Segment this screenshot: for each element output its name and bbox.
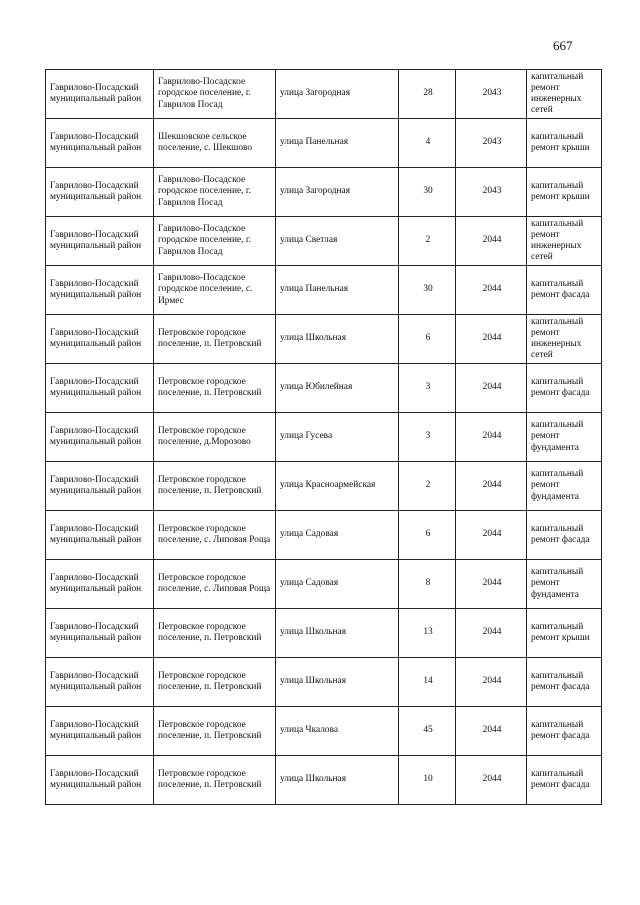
settlement-cell: Петровское городское поселение, п. Петровский [154, 364, 276, 413]
table-row [46, 364, 602, 413]
district-cell: Гаврилово-Посадский муниципальный район [46, 217, 154, 266]
house-number-cell: 6 [399, 511, 456, 560]
district-cell: Гаврилово-Посадский муниципальный район [46, 560, 154, 609]
year-cell: 2044 [456, 266, 527, 315]
house-number-cell: 4 [399, 119, 456, 168]
district-cell: Гаврилово-Посадский муниципальный район [46, 511, 154, 560]
street-cell: улица Чкалова [276, 707, 399, 756]
house-number-cell: 2 [399, 217, 456, 266]
year-cell: 2044 [456, 413, 527, 462]
house-number-cell: 6 [399, 315, 456, 364]
settlement-cell: Гаврилово-Посадское городское поселение, с. Ирмес [154, 266, 276, 315]
house-number-cell: 3 [399, 364, 456, 413]
table-row [46, 707, 602, 756]
table-row [46, 462, 602, 511]
house-number-cell: 45 [399, 707, 456, 756]
table-body [46, 70, 602, 805]
settlement-cell: Петровское городское поселение, п. Петровский [154, 707, 276, 756]
year-cell: 2043 [456, 119, 527, 168]
district-cell: Гаврилово-Посадский муниципальный район [46, 413, 154, 462]
settlement-cell: Петровское городское поселение, п. Петровский [154, 658, 276, 707]
year-cell: 2044 [456, 707, 527, 756]
settlement-cell: Петровское городское поселение, с. Липовая Роща [154, 560, 276, 609]
table-row [46, 609, 602, 658]
settlement-cell: Петровское городское поселение, п. Петровский [154, 315, 276, 364]
work-type-cell: капитальный ремонт инженерных сетей [527, 70, 602, 119]
district-cell: Гаврилово-Посадский муниципальный район [46, 707, 154, 756]
year-cell: 2043 [456, 70, 527, 119]
work-type-cell: капитальный ремонт инженерных сетей [527, 217, 602, 266]
work-type-cell: капитальный ремонт инженерных сетей [527, 315, 602, 364]
table-row [46, 511, 602, 560]
work-type-cell: капитальный ремонт крыши [527, 609, 602, 658]
year-cell: 2044 [456, 560, 527, 609]
table-row [46, 266, 602, 315]
street-cell: улица Школьная [276, 315, 399, 364]
street-cell: улица Загородная [276, 168, 399, 217]
settlement-cell: Петровское городское поселение, с. Липовая Роща [154, 511, 276, 560]
street-cell: улица Гусева [276, 413, 399, 462]
year-cell: 2044 [456, 609, 527, 658]
table-row [46, 658, 602, 707]
street-cell: улица Загородная [276, 70, 399, 119]
table-row [46, 315, 602, 364]
house-number-cell: 30 [399, 168, 456, 217]
settlement-cell: Петровское городское поселение, п. Петровский [154, 462, 276, 511]
district-cell: Гаврилово-Посадский муниципальный район [46, 315, 154, 364]
table-row [46, 168, 602, 217]
district-cell: Гаврилово-Посадский муниципальный район [46, 364, 154, 413]
settlement-cell: Петровское городское поселение, п. Петровский [154, 756, 276, 805]
work-type-cell: капитальный ремонт фасада [527, 658, 602, 707]
page-number: 667 [553, 38, 573, 53]
work-type-cell: капитальный ремонт фасада [527, 266, 602, 315]
house-number-cell: 30 [399, 266, 456, 315]
street-cell: улица Школьная [276, 756, 399, 805]
street-cell: улица Красноармейская [276, 462, 399, 511]
house-number-cell: 13 [399, 609, 456, 658]
house-number-cell: 10 [399, 756, 456, 805]
year-cell: 2044 [456, 217, 527, 266]
work-type-cell: капитальный ремонт фасада [527, 511, 602, 560]
table-row [46, 756, 602, 805]
street-cell: улица Садовая [276, 511, 399, 560]
settlement-cell: Гаврилово-Посадское городское поселение, г. Гаврилов Посад [154, 168, 276, 217]
street-cell: улица Панельная [276, 266, 399, 315]
district-cell: Гаврилово-Посадский муниципальный район [46, 266, 154, 315]
year-cell: 2044 [456, 364, 527, 413]
table-row [46, 119, 602, 168]
house-number-cell: 2 [399, 462, 456, 511]
year-cell: 2044 [456, 658, 527, 707]
district-cell: Гаврилово-Посадский муниципальный район [46, 119, 154, 168]
work-type-cell: капитальный ремонт фундамента [527, 560, 602, 609]
work-type-cell: капитальный ремонт фундамента [527, 413, 602, 462]
district-cell: Гаврилово-Посадский муниципальный район [46, 462, 154, 511]
district-cell: Гаврилово-Посадский муниципальный район [46, 609, 154, 658]
year-cell: 2043 [456, 168, 527, 217]
work-type-cell: капитальный ремонт крыши [527, 119, 602, 168]
year-cell: 2044 [456, 315, 527, 364]
district-cell: Гаврилово-Посадский муниципальный район [46, 756, 154, 805]
repair-schedule-table [45, 69, 602, 805]
work-type-cell: капитальный ремонт фасада [527, 707, 602, 756]
district-cell: Гаврилово-Посадский муниципальный район [46, 70, 154, 119]
district-cell: Гаврилово-Посадский муниципальный район [46, 168, 154, 217]
house-number-cell: 14 [399, 658, 456, 707]
work-type-cell: капитальный ремонт фасада [527, 364, 602, 413]
work-type-cell: капитальный ремонт фасада [527, 756, 602, 805]
year-cell: 2044 [456, 756, 527, 805]
house-number-cell: 28 [399, 70, 456, 119]
street-cell: улица Садовая [276, 560, 399, 609]
table-row [46, 560, 602, 609]
table-row [46, 413, 602, 462]
settlement-cell: Гаврилово-Посадское городское поселение, г. Гаврилов Посад [154, 70, 276, 119]
street-cell: улица Юбилейная [276, 364, 399, 413]
settlement-cell: Шекшовское сельское поселение, с. Шекшово [154, 119, 276, 168]
house-number-cell: 8 [399, 560, 456, 609]
district-cell: Гаврилово-Посадский муниципальный район [46, 658, 154, 707]
street-cell: улица Светлая [276, 217, 399, 266]
year-cell: 2044 [456, 511, 527, 560]
table-row [46, 217, 602, 266]
street-cell: улица Школьная [276, 658, 399, 707]
year-cell: 2044 [456, 462, 527, 511]
settlement-cell: Петровское городское поселение, п. Петровский [154, 609, 276, 658]
street-cell: улица Панельная [276, 119, 399, 168]
work-type-cell: капитальный ремонт крыши [527, 168, 602, 217]
work-type-cell: капитальный ремонт фундамента [527, 462, 602, 511]
street-cell: улица Школьная [276, 609, 399, 658]
table-row [46, 70, 602, 119]
settlement-cell: Гаврилово-Посадское городское поселение, г. Гаврилов Посад [154, 217, 276, 266]
settlement-cell: Петровское городское поселение, д.Морозово [154, 413, 276, 462]
house-number-cell: 3 [399, 413, 456, 462]
